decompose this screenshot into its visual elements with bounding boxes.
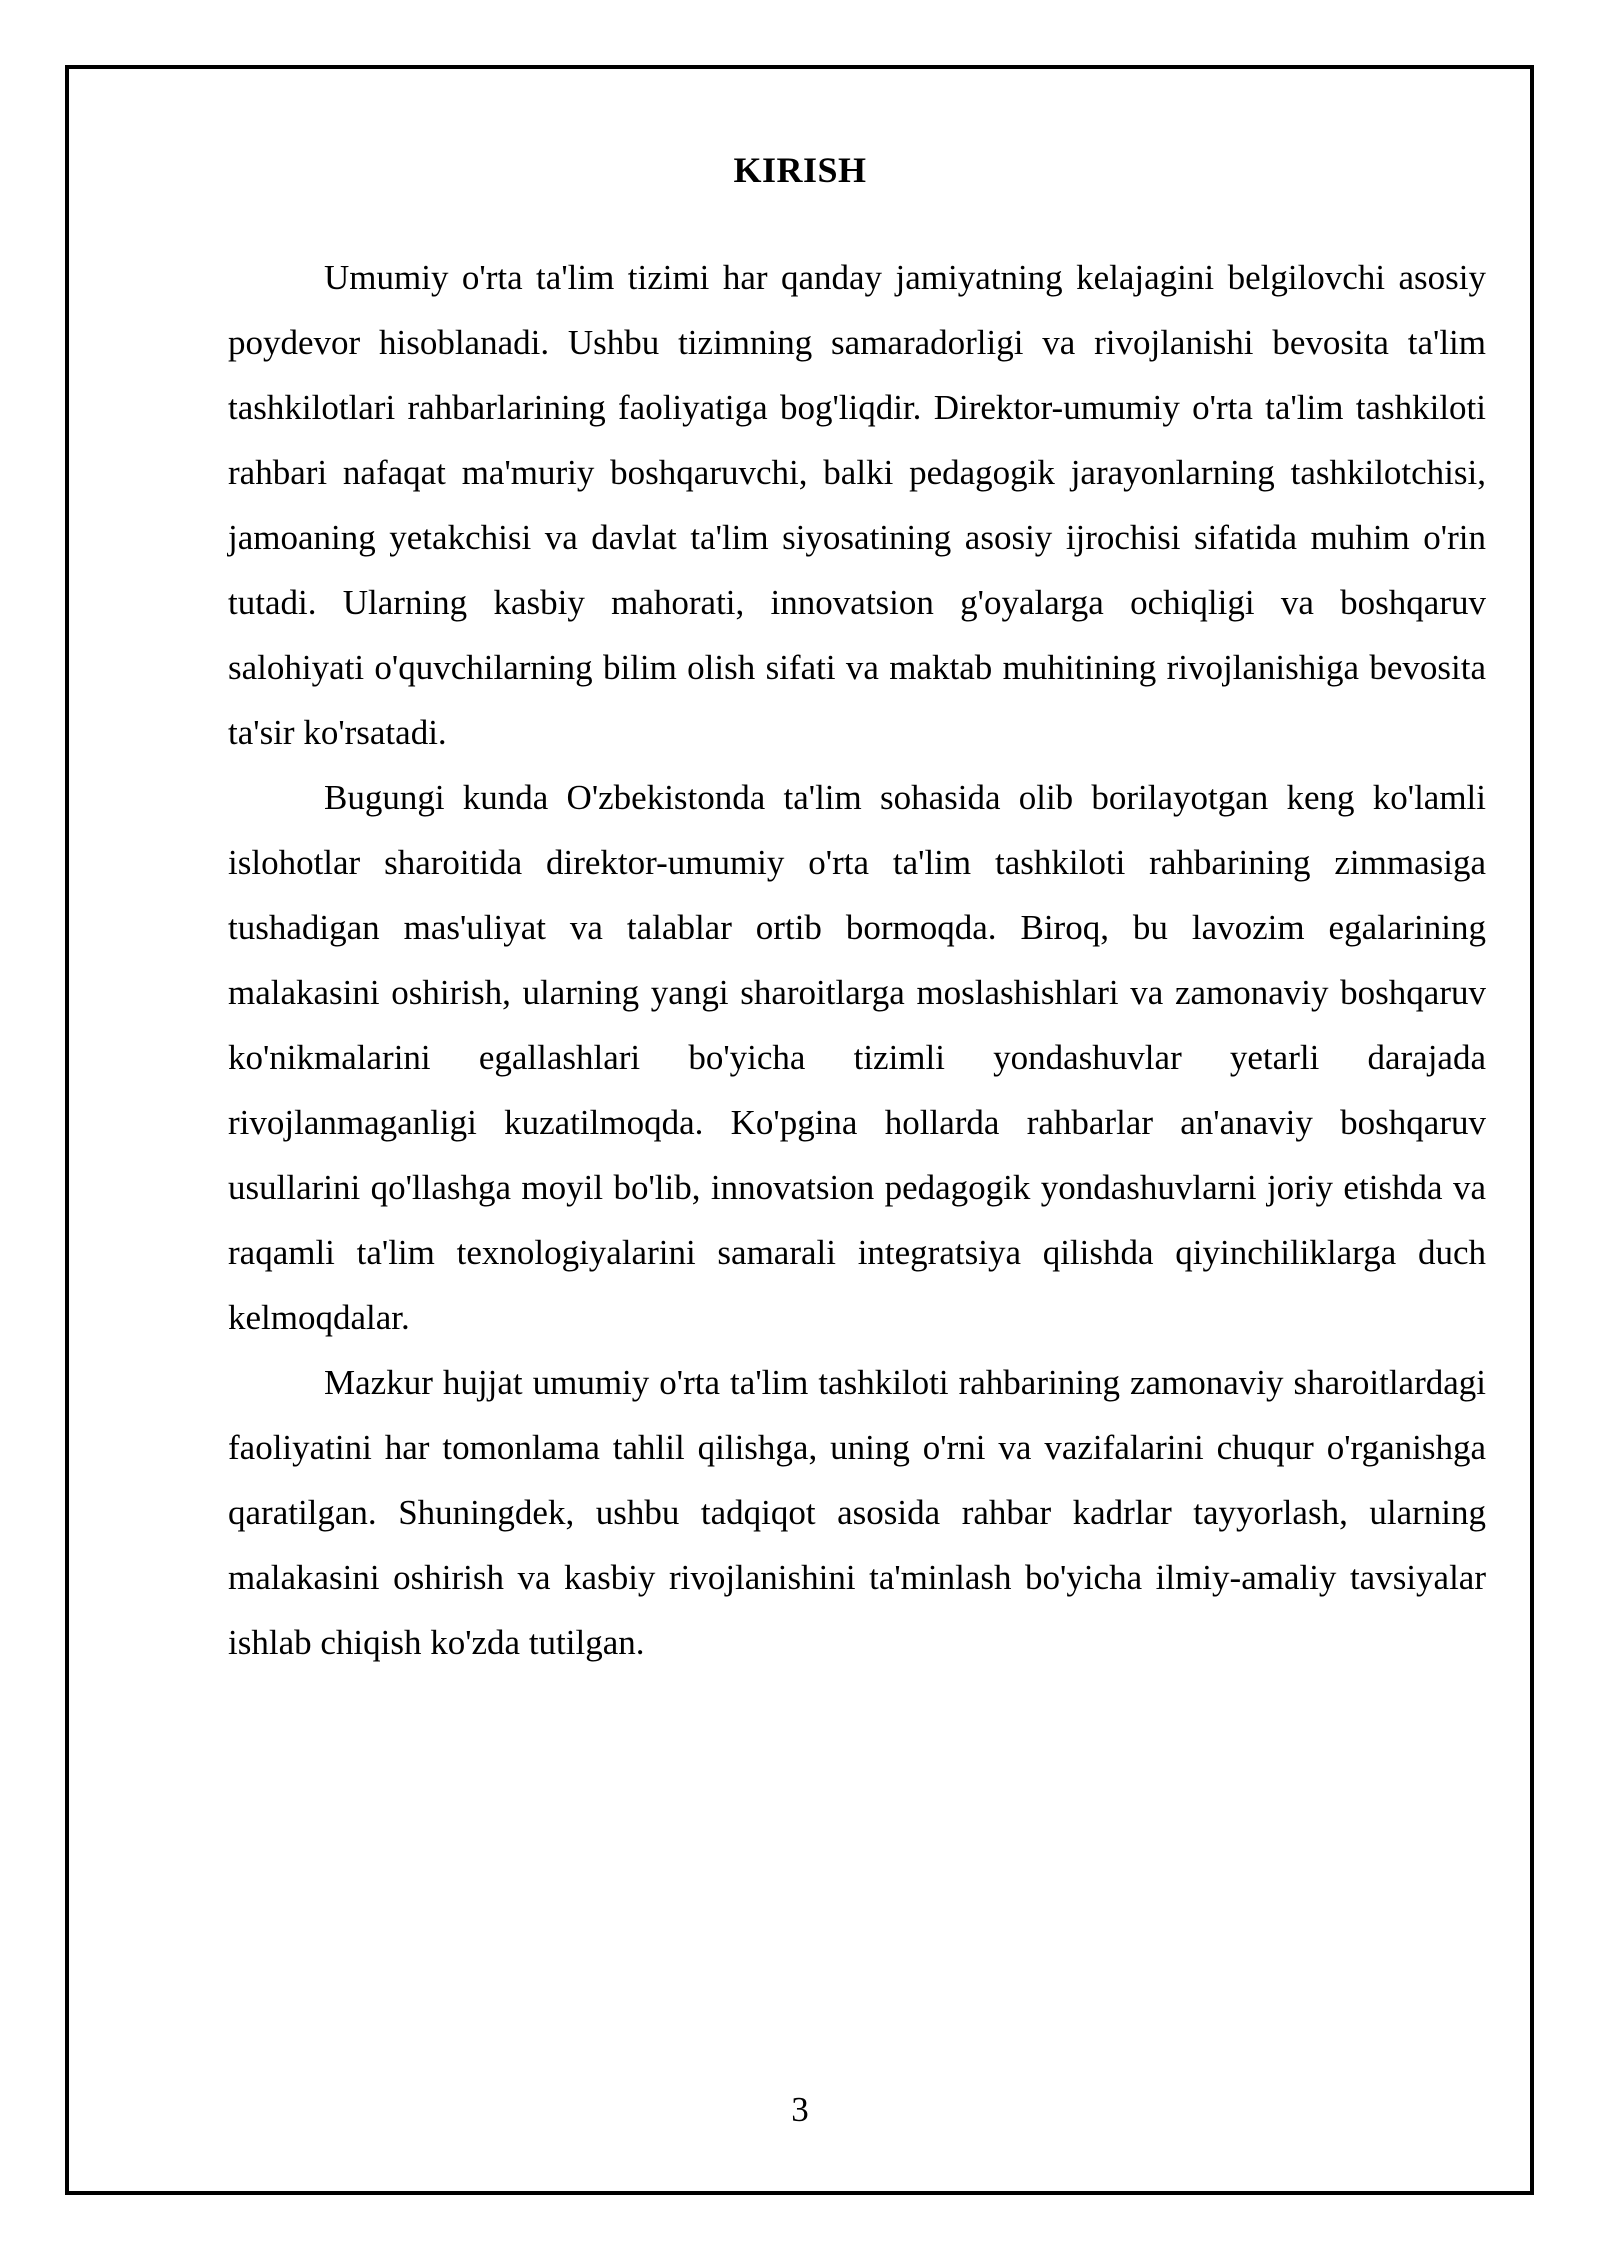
paragraph-2: Bugungi kunda O'zbekistonda ta'lim sohasida olib borilayotgan keng ko'lamli islohotlar sharoitida direktor-umumiy o'rta ta'lim tashkiloti rahbarining zimmasiga tushadigan mas'uliyat va talablar ortib bormoqda. Biroq, bu lavozim egalarining malakasini oshirish, ularning yangi sharoitlarga moslashishlari va zamonaviy boshqaruv ko'nikmalarini egallashlari bo'yicha tizimli yondashuvlar yetarli darajada rivojlanmaganligi kuzatilmoqda. Ko'pgina hollarda rahbarlar an'anaviy boshqaruv usullarini qo'llashga moyil bo'lib, innovatsion pedagogik yondashuvlarni joriy etishda va raqamli ta'lim texnologiyalarini samarali integratsiya qilishda qiyinchiliklarga duch kelmoqdalar. <box>228 778 1486 1337</box>
paragraph-1: Umumiy o'rta ta'lim tizimi har qanday jamiyatning kelajagini belgilovchi asosiy poydevor hisoblanadi. Ushbu tizimning samaradorligi va rivojlanishi bevosita ta'lim tashkilotlari rahbarlarining faoliyatiga bog'liqdir. Direktor-umumiy o'rta ta'lim tashkiloti rahbari nafaqat ma'muriy boshqaruvchi, balki pedagogik jarayonlarning tashkilotchisi, jamoaning yetakchisi va davlat ta'lim siyosatining asosiy ijrochisi sifatida muhim o'rin tutadi. Ularning kasbiy mahorati, innovatsion g'oyalarga ochiqligi va boshqaruv salohiyati o'quvchilarning bilim olish sifati va maktab muhitining rivojlanishiga bevosita ta'sir ko'rsatadi. <box>228 258 1486 752</box>
page-title: KIRISH <box>733 150 867 190</box>
page-number: 3 <box>791 2090 809 2129</box>
document-body <box>228 245 1486 1675</box>
paragraph-3: Mazkur hujjat umumiy o'rta ta'lim tashkiloti rahbarining zamonaviy sharoitlardagi faoliyatini har tomonlama tahlil qilishga, uning o'rni va vazifalarini chuqur o'rganishga qaratilgan. Shuningdek, ushbu tadqiqot asosida rahbar kadrlar tayyorlash, ularning malakasini oshirish va kasbiy rivojlanishini ta'minlash bo'yicha ilmiy-amaliy tavsiyalar ishlab chiqish ko'zda tutilgan. <box>228 1363 1486 1662</box>
